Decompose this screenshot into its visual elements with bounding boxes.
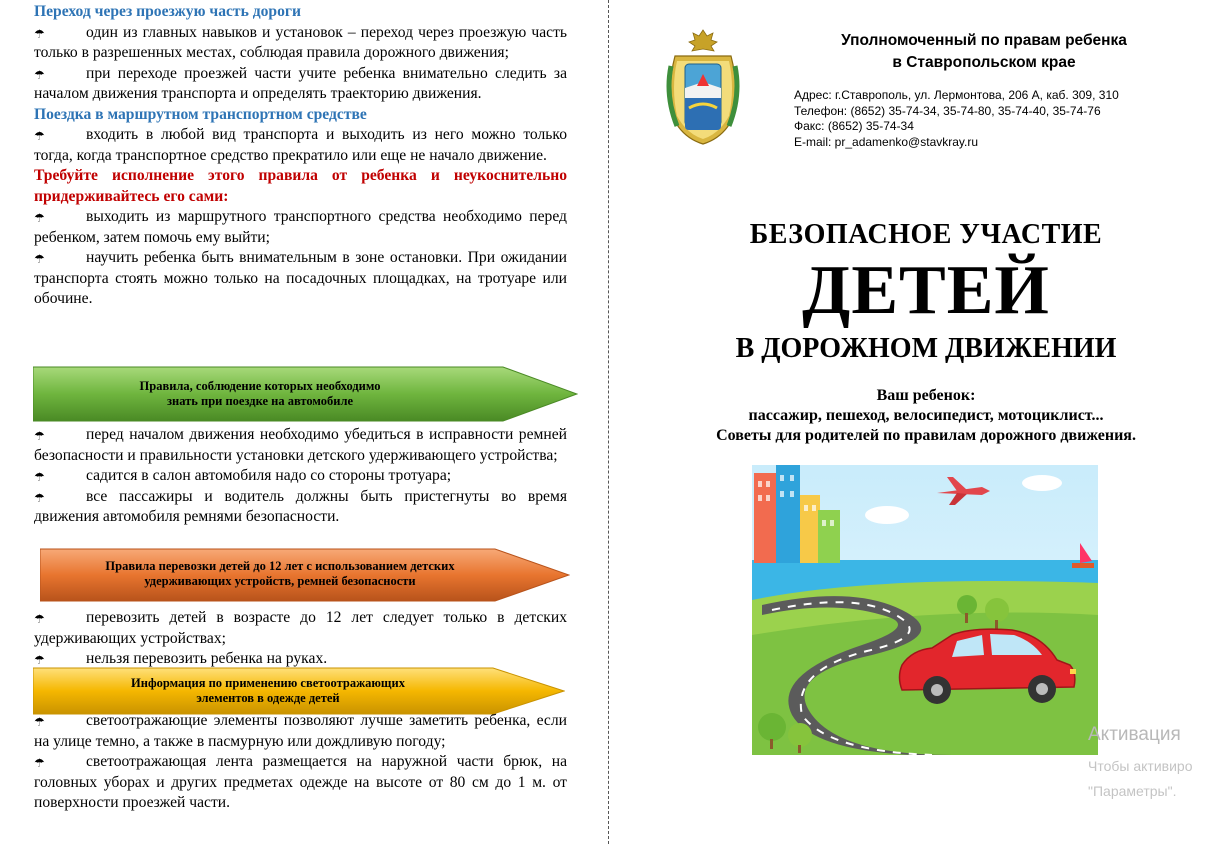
fax-text: Факс: (8652) 35-74-34 (794, 119, 914, 133)
paragraph: ☂ светоотражающая лента размещается на наружной части брюк, на головных уборах и других предметах одежде на высоте от 80 см до 1 м. от поверхности проезжей части. (34, 753, 567, 811)
title-line-3: В ДОРОЖНОМ ДВИЖЕНИИ (735, 333, 1117, 364)
paragraph: ☂ все пассажиры и водитель должны быть пристегнуты во время движения автомобиля ремнями безопасности. (34, 487, 567, 525)
paragraph: ☂ перед началом движения необходимо убедиться в исправности ремней безопасности и правильности установки детского удерживающего устройства; (34, 426, 567, 464)
paragraph: ☂ научить ребенка быть внимательным в зоне остановки. При ожидании транспорта стоять можно только на посадочных площадках, на тротуаре или обочине. (34, 249, 567, 307)
windows-activation-hint: Чтобы активиро "Параметры". (1088, 758, 1193, 799)
arrow-banner-car-rules: Правила, соблюдение которых необходимо знать при поездке на автомобиле (139, 379, 381, 408)
section-crossing (34, 2, 567, 310)
umbrella-bullet-icon: ☂ (34, 612, 45, 626)
heading-requirement: Требуйте исполнение этого правила от ребенка и неукоснительно придерживайтесь его сами: (34, 167, 567, 205)
arrow-banner-reflective: Информация по применению светоотражающих элементов в одежде детей (131, 676, 405, 705)
section-reflective (34, 711, 567, 814)
umbrella-bullet-icon: ☂ (34, 129, 45, 143)
title-line-1: БЕЗОПАСНОЕ УЧАСТИЕ (749, 219, 1103, 250)
paragraph: ☂ выходить из маршрутного транспортного средства необходимо перед ребенком, затем помочь ему выйти; (34, 208, 567, 246)
paragraph: ☂ один из главных навыков и установок – переход через проезжую часть только в разрешенных местах, соблюдая правила дорожного движения; (34, 23, 567, 61)
umbrella-bullet-icon: ☂ (34, 490, 45, 505)
paragraph: ☂ входить в любой вид транспорта и выходить из него можно только тогда, когда транспортное средство прекратило или еще не начало движение. (34, 126, 567, 164)
arrow-banner-child-transport: Правила перевозки детей до 12 лет с использованием детских удерживающих устройств, ремней безопасности (105, 559, 455, 588)
right-page (611, 0, 1213, 844)
section-child-seats (34, 608, 567, 670)
umbrella-bullet-icon: ☂ (34, 211, 45, 225)
umbrella-bullet-icon: ☂ (34, 429, 45, 443)
paragraph: ☂ светоотражающие элементы позволяют лучше заметить ребенка, если на улице темно, а также в пасмурную или дождливую погоду; (34, 712, 567, 750)
paragraph: ☂ перевозить детей в возрасте до 12 лет следует только в детских удерживающих устройствах; (34, 609, 567, 647)
heading-route-transport: Поездка в маршрутном транспортном средстве (34, 105, 367, 123)
email-text: E-mail: pr_adamenko@stavkray.ru (794, 134, 979, 149)
umbrella-bullet-icon: ☂ (34, 756, 45, 770)
address-text: Адрес: г.Ставрополь, ул. Лермонтова, 206 А, каб. 309, 310 (794, 88, 1119, 102)
page-fold-line (608, 0, 609, 844)
umbrella-bullet-icon: ☂ (34, 252, 45, 266)
coat-of-arms-logo (663, 26, 743, 148)
road-car-illustration (752, 465, 1098, 755)
section-car (34, 425, 567, 528)
umbrella-bullet-icon: ☂ (34, 715, 45, 729)
paragraph: ☂ при переходе проезжей части учите ребенка внимательно следить за началом движения транспорта и определять траекторию движения. (34, 64, 567, 102)
paragraph: ☂ нельзя перевозить ребенка на руках. (34, 649, 567, 670)
umbrella-bullet-icon: ☂ (34, 67, 45, 82)
umbrella-bullet-icon: ☂ (34, 653, 45, 667)
subtitle-block: Ваш ребенок: пассажир, пешеход, велосипедист, мотоциклист... Советы для родителей по правилам дорожного движения. (716, 387, 1136, 444)
contact-block (794, 88, 1184, 150)
paragraph: ☂ садится в салон автомобиля надо со стороны тротуара; (34, 466, 567, 487)
phone-text: Телефон: (8652) 35-74-34, 35-74-80, 35-74-40, 35-74-76 (794, 103, 1101, 118)
heading-crossing: Переход через проезжую часть дороги (34, 3, 301, 20)
org-title: Уполномоченный по правам ребенка в Ставропольском крае (841, 32, 1127, 71)
umbrella-bullet-icon: ☂ (34, 470, 45, 484)
title-line-2: ДЕТЕЙ (802, 252, 1050, 329)
windows-activation-watermark: Активация (1088, 724, 1181, 745)
umbrella-bullet-icon: ☂ (34, 26, 45, 41)
